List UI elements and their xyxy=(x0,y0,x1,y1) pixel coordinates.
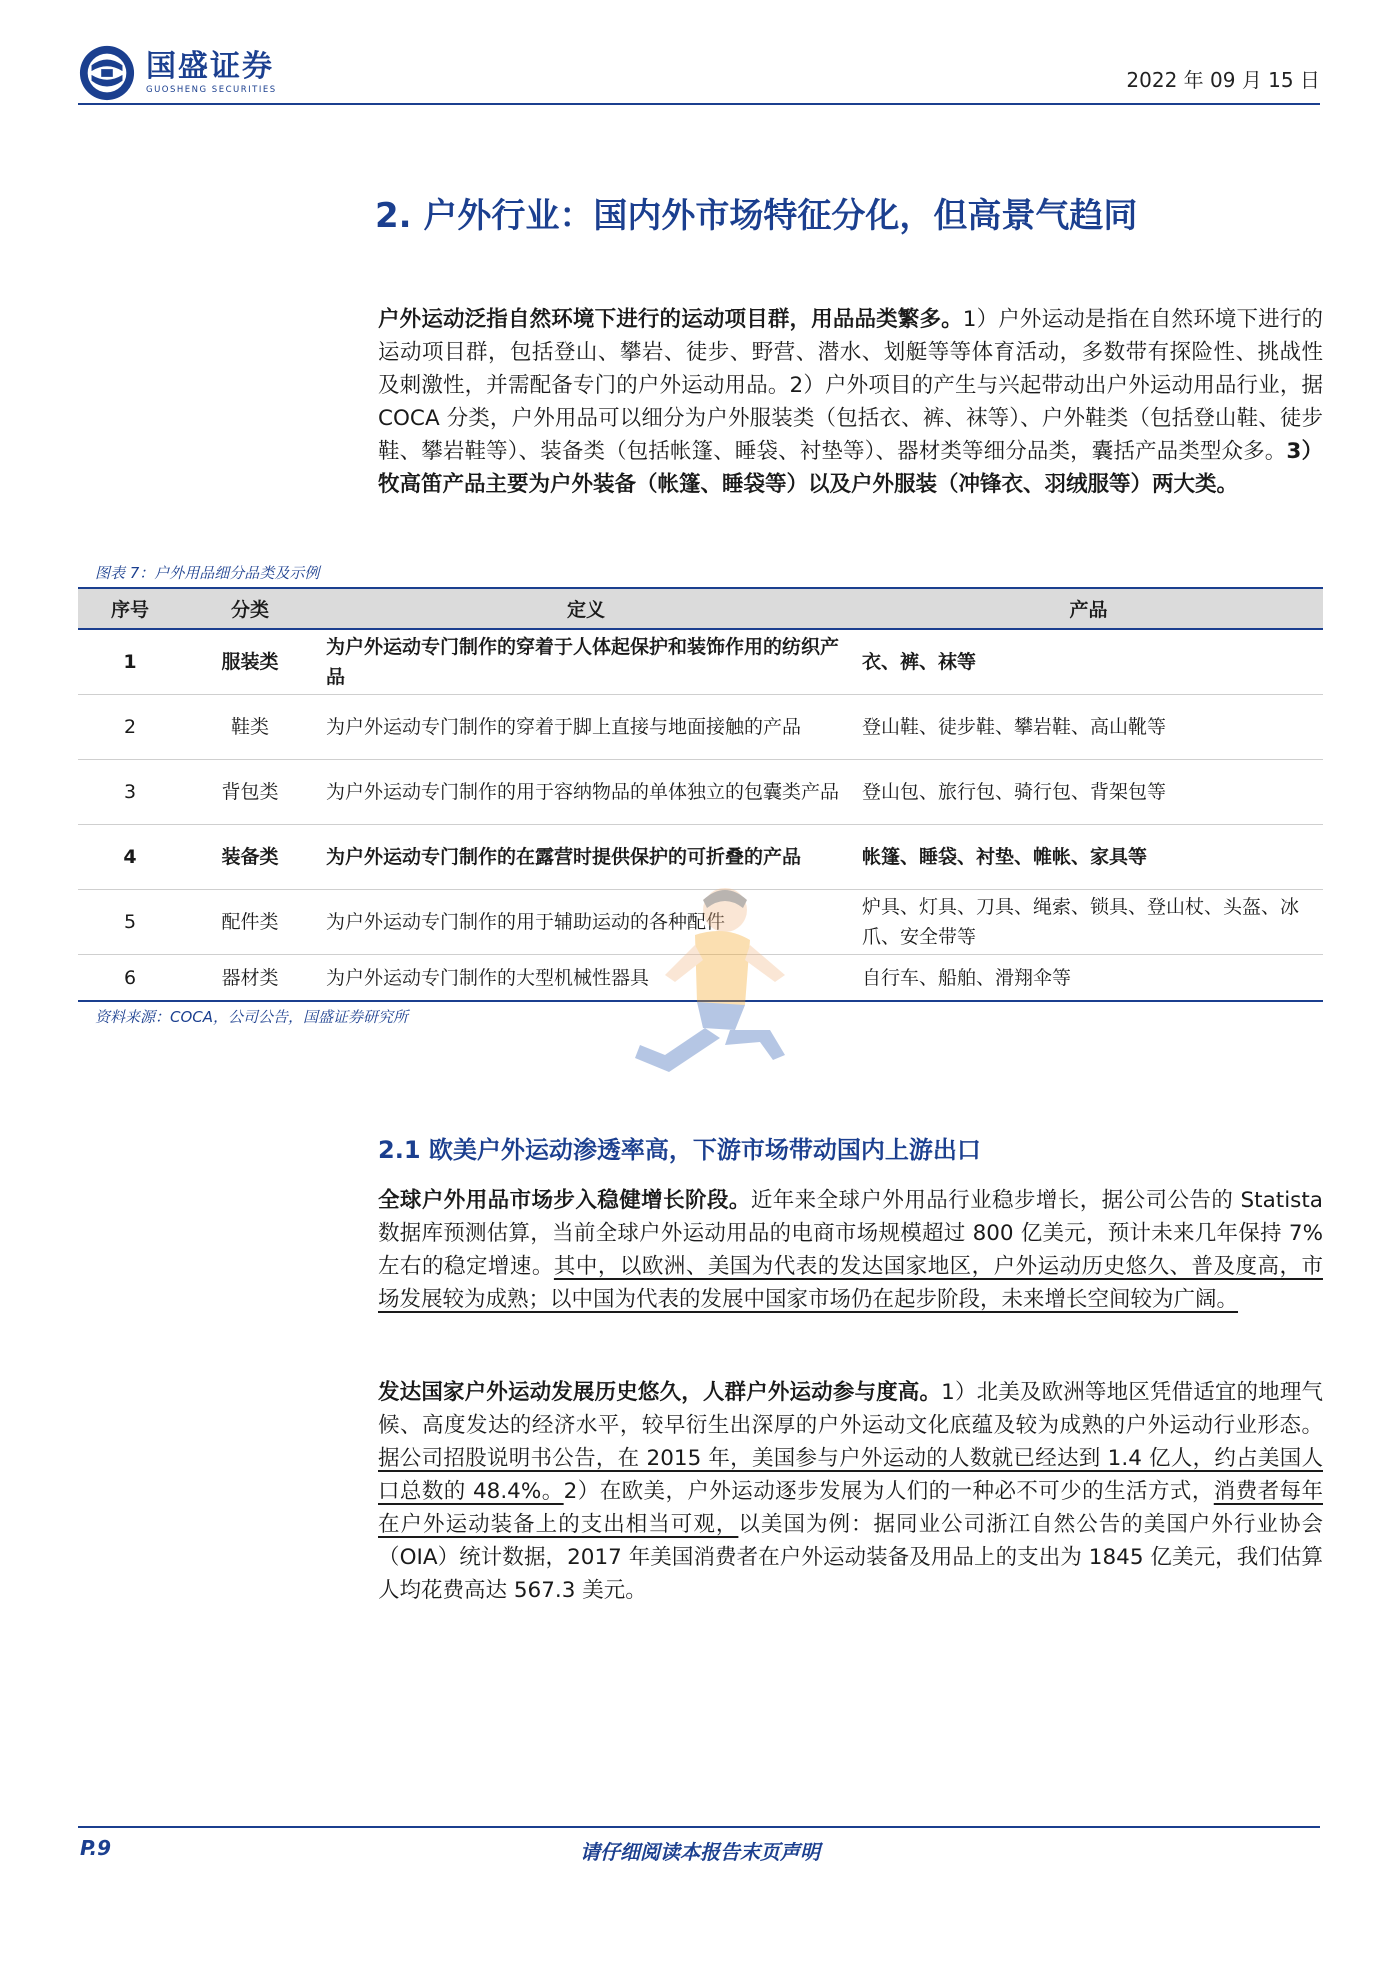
row-definition: 为户外运动专门制作的穿着于人体起保护和装饰作用的纺织产品 xyxy=(318,629,854,695)
table-header-row xyxy=(78,588,1323,629)
page-number: P.9 xyxy=(80,1836,112,1860)
company-logo xyxy=(78,44,277,102)
row-category: 背包类 xyxy=(182,760,318,825)
row-definition: 为户外运动专门制作的穿着于脚上直接与地面接触的产品 xyxy=(318,695,854,760)
header-definition: 定义 xyxy=(318,588,854,629)
header-category: 分类 xyxy=(182,588,318,629)
intro-tail: 3）牧高笛产品主要为户外装备（帐篷、睡袋等）以及户外服装（冲锋衣、羽绒服等）两大类。 xyxy=(378,439,1323,497)
footer-divider xyxy=(78,1826,1320,1828)
header-no: 序号 xyxy=(78,588,182,629)
company-name-en: GUOSHENG SECURITIES xyxy=(146,85,277,95)
table-source: 资料来源：COCA，公司公告，国盛证券研究所 xyxy=(95,1008,409,1026)
footer-disclaimer: 请仔细阅读本报告末页声明 xyxy=(580,1840,820,1864)
para2-lead: 全球户外用品市场步入稳健增长阶段。 xyxy=(378,1188,751,1213)
para3-underlined-1: 据公司招股说明书公告，在 2015 年，美国参与户外运动的人数就已经达到 1.4 亿人，约占美国人口总数的 48.4%。 xyxy=(378,1446,1323,1504)
section-title: 2. 户外行业：国内外市场特征分化，但高景气趋同 xyxy=(375,196,1138,236)
row-category: 装备类 xyxy=(182,825,318,890)
market-paragraph xyxy=(378,1184,1323,1316)
row-definition: 为户外运动专门制作的用于辅助运动的各种配件 xyxy=(318,890,854,955)
row-products: 登山包、旅行包、骑行包、背架包等 xyxy=(854,760,1323,825)
row-category: 配件类 xyxy=(182,890,318,955)
intro-body: 1）户外运动是指在自然环境下进行的运动项目群，包括登山、攀岩、徒步、野营、潜水、划艇等等体育活动，多数带有探险性、挑战性及刺激性，并需配备专门的户外运动用品。2）户外项目的产生与兴起带动出户外运动用品行业，据 COCA 分类，户外用品可以细分为户外服装类（包括衣、裤、袜等）、户外鞋类（包括登山鞋、徒步鞋、攀岩鞋等）、装备类（包括帐篷、睡袋、衬垫等）、器材类等细分品类，囊括产品类型众多。 xyxy=(378,307,1323,464)
row-no: 2 xyxy=(78,695,182,760)
table-row xyxy=(78,760,1323,825)
row-no: 3 xyxy=(78,760,182,825)
guosheng-logo-icon xyxy=(78,44,136,102)
para3-body3: 以美国为例：据同业公司浙江自然公告的美国户外行业协会（OIA）统计数据，2017 年美国消费者在户外运动装备及用品上的支出为 1845 亿美元，我们估算人均花费高达 567.3 美元。 xyxy=(378,1512,1323,1603)
para3-body2: 2）在欧美，户外运动逐步发展为人们的一种必不可少的生活方式， xyxy=(563,1479,1214,1504)
para2-body: 近年来全球户外用品行业稳步增长，据公司公告的 Statista 数据库预测估算，当前全球户外运动用品的电商市场规模超过 800 亿美元，预计未来几年保持 7%左右的稳定增速。 xyxy=(378,1188,1323,1279)
row-definition: 为户外运动专门制作的大型机械性器具 xyxy=(318,955,854,1002)
table-caption: 图表 7：户外用品细分品类及示例 xyxy=(95,564,320,582)
row-products: 自行车、船舶、滑翔伞等 xyxy=(854,955,1323,1002)
company-name-cn: 国盛证券 xyxy=(146,49,274,84)
history-paragraph xyxy=(378,1376,1323,1607)
row-category: 器材类 xyxy=(182,955,318,1002)
header-divider xyxy=(78,103,1320,105)
para3-underlined-2: 消费者每年在户外运动装备上的支出相当可观， xyxy=(378,1479,1323,1537)
row-category: 服装类 xyxy=(182,629,318,695)
para2-underlined: 其中，以欧洲、美国为代表的发达国家地区，户外运动历史悠久、普及度高，市场发展较为成熟；以中国为代表的发展中国家市场仍在起步阶段，未来增长空间较为广阔。 xyxy=(378,1254,1323,1312)
table-row xyxy=(78,695,1323,760)
row-category: 鞋类 xyxy=(182,695,318,760)
row-no: 6 xyxy=(78,955,182,1002)
row-products: 炉具、灯具、刀具、绳索、锁具、登山杖、头盔、冰爪、安全带等 xyxy=(854,890,1323,955)
row-no: 1 xyxy=(78,629,182,695)
row-products: 帐篷、睡袋、衬垫、帷帐、家具等 xyxy=(854,825,1323,890)
para3-lead: 发达国家户外运动发展历史悠久，人群户外运动参与度高。 xyxy=(378,1380,942,1405)
row-definition: 为户外运动专门制作的在露营时提供保护的可折叠的产品 xyxy=(318,825,854,890)
row-no: 4 xyxy=(78,825,182,890)
row-products: 登山鞋、徒步鞋、攀岩鞋、高山靴等 xyxy=(854,695,1323,760)
row-definition: 为户外运动专门制作的用于容纳物品的单体独立的包囊类产品 xyxy=(318,760,854,825)
runner-watermark-icon xyxy=(585,880,825,1090)
header-products: 产品 xyxy=(854,588,1323,629)
report-date: 2022 年 09 月 15 日 xyxy=(1126,68,1320,92)
subsection-title: 2.1 欧美户外运动渗透率高，下游市场带动国内上游出口 xyxy=(378,1136,981,1164)
intro-paragraph xyxy=(378,303,1323,501)
para3-body1: 1）北美及欧洲等地区凭借适宜的地理气候、高度发达的经济水平，较早衍生出深厚的户外运动文化底蕴及较为成熟的户外运动行业形态。 xyxy=(378,1380,1323,1438)
row-no: 5 xyxy=(78,890,182,955)
intro-lead: 户外运动泛指自然环境下进行的运动项目群，用品品类繁多。 xyxy=(378,307,963,332)
table-row xyxy=(78,629,1323,695)
row-products: 衣、裤、袜等 xyxy=(854,629,1323,695)
